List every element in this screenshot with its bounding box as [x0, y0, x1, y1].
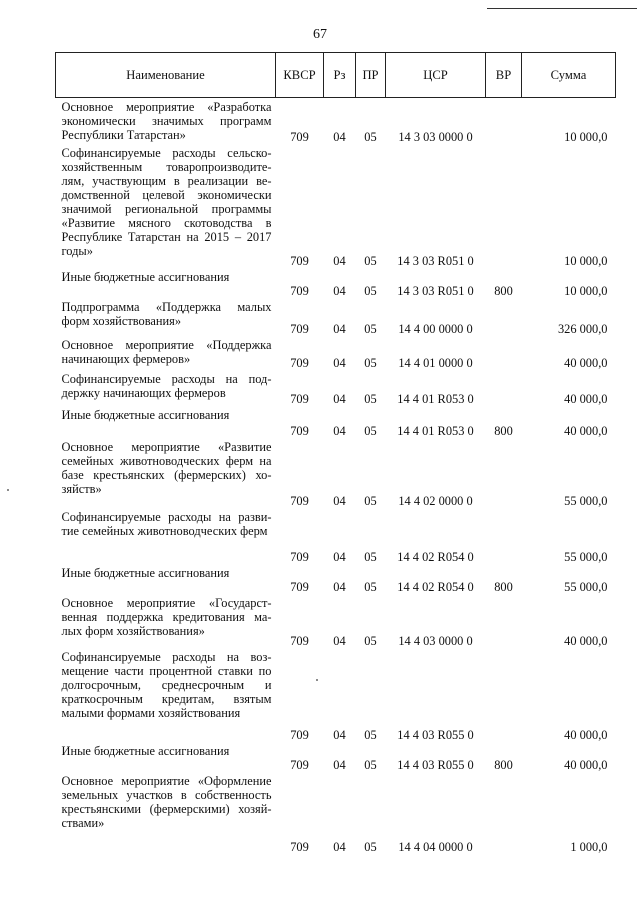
cell-csr: 14 4 02 R054 0	[397, 549, 474, 564]
cell-kvsr: 709	[290, 355, 309, 370]
cell-kvsr: 709	[290, 391, 309, 406]
cell-sum: 40 000,0	[564, 633, 608, 648]
cell-csr: 14 4 00 0000 0	[398, 321, 473, 336]
header-rz: Рз	[324, 53, 356, 98]
cell-name: Основное мероприятие «Поддержка начинающих фермеров»	[61, 337, 272, 366]
table-row	[56, 508, 616, 564]
cell-pr: 05	[364, 321, 377, 336]
cell-vr: 800	[494, 283, 513, 298]
cell-csr: 14 4 01 R053 0	[397, 391, 474, 406]
table-row	[56, 772, 616, 854]
cell-name: Иные бюджетные ассигнования	[61, 743, 230, 758]
cell-pr: 05	[364, 355, 377, 370]
header-kvsr: КВСР	[276, 53, 324, 98]
table-row	[56, 298, 616, 336]
table-row	[56, 594, 616, 648]
cell-vr	[486, 438, 522, 508]
cell-kvsr: 709	[290, 757, 309, 772]
cell-sum: 55 000,0	[564, 579, 608, 594]
cell-vr	[486, 298, 522, 336]
scan-speck	[7, 489, 9, 491]
cell-sum: 326 000,0	[557, 321, 608, 336]
cell-name: Иные бюджетные ассигнования	[61, 565, 230, 580]
header-sum: Сумма	[522, 53, 616, 98]
cell-pr: 05	[364, 283, 377, 298]
table-row	[56, 98, 616, 144]
cell-pr: 05	[364, 579, 377, 594]
cell-name: Иные бюджетные ассигнования	[61, 407, 230, 422]
cell-pr: 05	[364, 549, 377, 564]
cell-vr	[486, 144, 522, 268]
cell-pr: 05	[364, 129, 377, 144]
cell-sum: 10 000,0	[564, 283, 608, 298]
cell-pr: 05	[364, 727, 377, 742]
cell-pr: 05	[364, 253, 377, 268]
cell-pr: 05	[364, 493, 377, 508]
cell-sum: 40 000,0	[564, 391, 608, 406]
cell-kvsr: 709	[290, 253, 309, 268]
cell-name: Подпрограмма «Поддержка малых форм хозяйствования»	[61, 299, 272, 328]
cell-rz: 04	[333, 633, 346, 648]
cell-rz: 04	[333, 253, 346, 268]
cell-csr: 14 4 04 0000 0	[398, 839, 473, 854]
cell-kvsr: 709	[290, 579, 309, 594]
cell-rz: 04	[333, 129, 346, 144]
cell-sum: 40 000,0	[564, 727, 608, 742]
cell-sum: 1 000,0	[570, 839, 608, 854]
cell-vr: 800	[494, 423, 513, 438]
cell-name: Иные бюджетные ассигнования	[61, 269, 230, 284]
cell-kvsr: 709	[290, 839, 309, 854]
cell-rz: 04	[333, 283, 346, 298]
cell-name: Софинансируемые расходы на разви-тие семейных животноводческих ферм	[61, 509, 272, 538]
cell-csr: 14 4 01 0000 0	[398, 355, 473, 370]
cell-kvsr: 709	[290, 423, 309, 438]
cell-rz: 04	[333, 727, 346, 742]
header-name: Наименование	[56, 53, 276, 98]
cell-pr: 05	[364, 757, 377, 772]
cell-name: Основное мероприятие «Развитие семейных животноводческих ферм на базе крестьянских (фермерских) хо-зяйств»	[61, 439, 272, 496]
table-header-row	[56, 53, 616, 98]
cell-csr: 14 3 03 0000 0	[398, 129, 473, 144]
cell-vr	[486, 336, 522, 370]
cell-csr: 14 4 01 R053 0	[397, 423, 474, 438]
cell-vr	[486, 98, 522, 144]
table-row	[56, 406, 616, 438]
header-vr: ВР	[486, 53, 522, 98]
cell-pr: 05	[364, 839, 377, 854]
cell-csr: 14 4 03 0000 0	[398, 633, 473, 648]
cell-rz: 04	[333, 549, 346, 564]
cell-sum: 10 000,0	[564, 253, 608, 268]
cell-vr	[486, 508, 522, 564]
cell-kvsr: 709	[290, 129, 309, 144]
cell-name: Софинансируемые расходы сельско-хозяйственным товаропроизводите-лям, участвующим в реализации ве-домственной целевой экономически значимой региональной программы «Развитие мясного скотоводства в Республике Татарстан на 2015 – 2017 годы»	[61, 145, 272, 258]
cell-kvsr: 709	[290, 283, 309, 298]
cell-vr: 800	[494, 757, 513, 772]
cell-name: Основное мероприятие «Государст-венная поддержка кредитования ма-лых форм хозяйствования»	[61, 595, 272, 638]
cell-sum: 40 000,0	[564, 757, 608, 772]
cell-rz: 04	[333, 321, 346, 336]
cell-csr: 14 4 02 R054 0	[397, 579, 474, 594]
cell-rz: 04	[333, 391, 346, 406]
cell-kvsr: 709	[290, 633, 309, 648]
cell-rz: 04	[333, 423, 346, 438]
cell-vr	[486, 370, 522, 406]
cell-rz: 04	[333, 579, 346, 594]
cell-csr: 14 3 03 R051 0	[397, 283, 474, 298]
cell-csr: 14 4 02 0000 0	[398, 493, 473, 508]
top-rule	[487, 8, 637, 9]
cell-pr: 05	[364, 391, 377, 406]
cell-sum: 40 000,0	[564, 423, 608, 438]
cell-rz: 04	[333, 355, 346, 370]
table-row	[56, 648, 616, 742]
cell-sum: 55 000,0	[564, 493, 608, 508]
cell-vr	[486, 594, 522, 648]
cell-kvsr: 709	[290, 321, 309, 336]
header-csr: ЦСР	[386, 53, 486, 98]
header-pr: ПР	[356, 53, 386, 98]
cell-kvsr: 709	[290, 549, 309, 564]
cell-vr	[486, 648, 522, 742]
cell-vr	[486, 772, 522, 854]
cell-name: Основное мероприятие «Разработка экономически значимых программ Республики Татарстан»	[61, 100, 272, 142]
table-row	[56, 564, 616, 594]
cell-sum: 55 000,0	[564, 549, 608, 564]
cell-rz: 04	[333, 493, 346, 508]
table-row	[56, 742, 616, 772]
cell-rz: 04	[333, 839, 346, 854]
table-row	[56, 438, 616, 508]
cell-csr: 14 4 03 R055 0	[397, 727, 474, 742]
cell-sum: 10 000,0	[564, 129, 608, 144]
cell-kvsr: 709	[290, 493, 309, 508]
table-row	[56, 268, 616, 298]
cell-name: Софинансируемые расходы на под-держку начинающих фермеров	[61, 371, 272, 400]
cell-vr: 800	[494, 579, 513, 594]
cell-kvsr: 709	[290, 727, 309, 742]
cell-pr: 05	[364, 633, 377, 648]
cell-csr: 14 4 03 R055 0	[397, 757, 474, 772]
table-row	[56, 336, 616, 370]
budget-table	[55, 52, 616, 854]
cell-rz: 04	[333, 757, 346, 772]
cell-sum: 40 000,0	[564, 355, 608, 370]
table-row	[56, 370, 616, 406]
cell-csr: 14 3 03 R051 0	[397, 253, 474, 268]
cell-pr: 05	[364, 423, 377, 438]
cell-name: Основное мероприятие «Оформление земельных участков в собственность крестьянскими (фермерскими) хозяй-ствами»	[61, 773, 272, 830]
page-number: 67	[313, 27, 327, 42]
cell-name: Софинансируемые расходы на воз-мещение части процентной ставки по долгосрочным, среднесрочным и краткосрочным кредитам, взятым малыми формами хозяйствования	[61, 649, 272, 720]
table-row	[56, 144, 616, 268]
